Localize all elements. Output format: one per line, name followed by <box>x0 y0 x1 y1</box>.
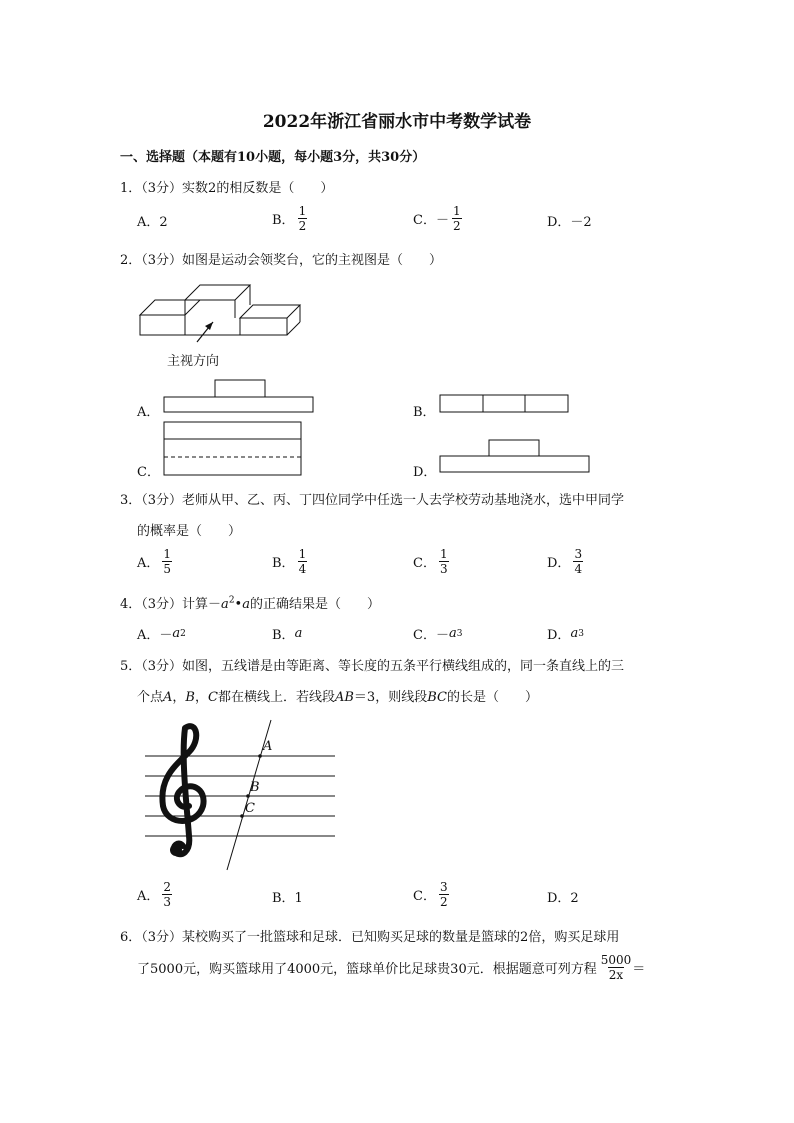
question-5-stem-line1: 5．（3分）如图，五线谱是由等距离、等长度的五条平行横线组成的，同一条直线上的三 <box>120 659 625 674</box>
page-title: 2022年浙江省丽水市中考数学试卷 <box>262 112 532 132</box>
q1-option-a: A．2 <box>137 215 168 230</box>
q5-segment-bc: BC <box>427 690 447 705</box>
q3-option-b <box>272 547 307 576</box>
q4-dot: • <box>234 597 243 612</box>
q4-option-c-label: C．－ <box>413 628 449 643</box>
fraction-denominator: 3 <box>439 562 448 576</box>
q4-option-b <box>272 624 302 643</box>
q3-option-c <box>413 547 449 576</box>
q5-option-c-label: C． <box>413 889 436 904</box>
fraction-denominator: 2 <box>452 219 461 233</box>
q3-option-b-label: B． <box>272 556 295 571</box>
q2-option-b: B． <box>413 405 436 420</box>
q1-option-b-fraction <box>298 204 308 233</box>
question-5-stem-line2: 个点A，B，C都在横线上．若线段AB＝3，则线段BC的长是（ ） <box>137 690 538 705</box>
q5-text-2: 都在横线上．若线段 <box>217 690 335 705</box>
fraction-numerator: 5000 <box>600 953 632 967</box>
fraction-numerator: 1 <box>439 547 448 561</box>
q5-option-a-fraction <box>162 880 172 909</box>
q2-option-d-figure <box>439 438 591 474</box>
q1-option-c-fraction <box>452 204 462 233</box>
q4-stem-suffix: 的正确结果是（ ） <box>249 597 380 612</box>
q4-option-a-var: a <box>172 626 181 641</box>
q5-text-4: 的长是（ ） <box>446 690 538 705</box>
q5-option-a <box>137 880 172 909</box>
q3-option-d-fraction <box>573 547 583 576</box>
q4-option-b-label: B． <box>272 628 295 643</box>
fraction-denominator: 2x <box>608 968 624 982</box>
q2-option-c: C． <box>137 465 160 480</box>
label-point-b: B <box>250 780 260 795</box>
q4-var-a: a <box>221 597 229 612</box>
q3-option-a-fraction <box>162 547 172 576</box>
q2-option-b-figure <box>439 394 569 414</box>
q4-option-a-label: A．－ <box>137 628 173 643</box>
fraction-numerator: 1 <box>298 204 307 218</box>
q3-option-d <box>547 547 583 576</box>
q3-option-c-fraction <box>439 547 449 576</box>
q4-option-d <box>547 624 584 643</box>
q4-stem-prefix: 4．（3分）计算－ <box>120 597 222 612</box>
fraction-denominator: 2 <box>439 895 448 909</box>
q2-option-d: D． <box>413 465 437 480</box>
q3-option-b-fraction <box>298 547 308 576</box>
q3-option-c-label: C． <box>413 556 436 571</box>
question-1-stem: 1．（3分）实数2的相反数是（ ） <box>120 181 334 196</box>
q4-option-d-exp: 3 <box>578 628 584 639</box>
q6-text: 了5000元，购买篮球用了4000元，篮球单价比足球贵30元．根据题意可列方程 <box>137 962 597 977</box>
q5-point-b: B <box>185 690 195 705</box>
q4-option-d-label: D． <box>547 628 571 643</box>
q4-option-c-var: a <box>448 626 457 641</box>
fraction-numerator: 3 <box>574 547 583 561</box>
q5-option-d: D．2 <box>547 891 579 906</box>
question-6-stem-line2 <box>137 953 645 982</box>
q3-option-a-label: A． <box>137 556 160 571</box>
fraction-numerator: 2 <box>163 880 172 894</box>
podium-3d-figure <box>135 280 305 350</box>
q5-point-a: A <box>163 690 173 705</box>
q4-option-d-var: a <box>570 626 579 641</box>
question-6-stem-line1: 6．（3分）某校购买了一批篮球和足球．已知购买足球的数量是篮球的2倍，购买足球用 <box>120 930 620 945</box>
q3-option-d-label: D． <box>547 556 571 571</box>
view-direction-label: 主视方向 <box>167 354 220 369</box>
q1-option-b <box>272 204 307 233</box>
q5-segment-ab: AB <box>334 690 354 705</box>
question-3-stem-line2: 的概率是（ ） <box>137 524 242 539</box>
q2-option-c-figure <box>163 421 303 477</box>
q5-option-c-fraction <box>439 880 449 909</box>
treble-clef-icon <box>162 726 203 856</box>
q6-equation-fraction <box>600 953 633 982</box>
q5-option-b: B．1 <box>272 891 303 906</box>
q4-option-c-exp: 3 <box>456 628 463 639</box>
q2-option-a-figure <box>163 378 315 414</box>
label-point-c: C <box>245 801 255 816</box>
q2-option-a: A． <box>137 405 160 420</box>
q5-option-a-label: A． <box>137 889 160 904</box>
fraction-numerator: 1 <box>452 204 461 218</box>
q4-var-a2: a <box>242 597 250 612</box>
q1-option-b-label: B． <box>272 213 295 228</box>
question-4-stem <box>120 593 380 612</box>
q5-text-1: 个点 <box>137 690 164 705</box>
fraction-denominator: 5 <box>163 562 172 576</box>
q4-option-b-var: a <box>294 626 303 641</box>
question-2-stem: 2．（3分）如图是运动会领奖台，它的主视图是（ ） <box>120 253 443 268</box>
question-3-stem-line1: 3．（3分）老师从甲、乙、丙、丁四位同学中任选一人去学校劳动基地浇水，选中甲同学 <box>120 493 625 508</box>
q3-option-a <box>137 547 172 576</box>
fraction-denominator: 4 <box>298 562 307 576</box>
fraction-denominator: 4 <box>574 562 583 576</box>
q1-option-c <box>413 204 462 233</box>
q4-option-a <box>137 624 186 643</box>
view-direction-arrow <box>197 322 213 342</box>
q4-option-c <box>413 624 462 643</box>
q1-option-c-label: C．－ <box>413 213 449 228</box>
label-point-a: A <box>263 739 273 754</box>
q5-point-c: C <box>208 690 218 705</box>
point-c <box>240 814 244 818</box>
fraction-denominator: 2 <box>298 219 307 233</box>
q1-option-d: D．－2 <box>547 215 592 230</box>
staff-figure <box>145 718 340 873</box>
fraction-numerator: 1 <box>298 547 307 561</box>
fraction-numerator: 3 <box>439 880 448 894</box>
section-heading: 一、选择题（本题有10小题，每小题3分，共30分） <box>120 150 426 165</box>
fraction-numerator: 1 <box>163 547 172 561</box>
q5-text-3: ＝3，则线段 <box>353 690 428 705</box>
q4-exponent: 2 <box>228 595 235 606</box>
q4-option-a-exp: 2 <box>180 628 186 639</box>
q6-equals: ＝ <box>632 962 646 977</box>
point-a <box>258 754 262 758</box>
fraction-denominator: 3 <box>163 895 172 909</box>
q5-option-c <box>413 880 449 909</box>
